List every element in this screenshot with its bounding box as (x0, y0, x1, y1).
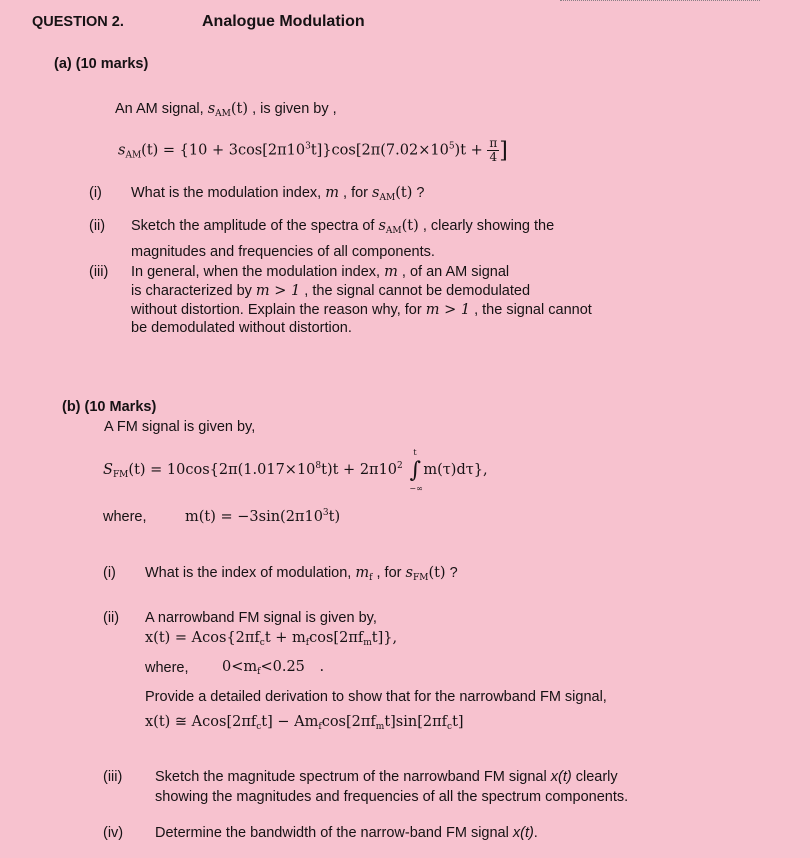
a-iii-l2-post: , the signal cannot be demodulated (304, 283, 531, 299)
eq2-s2: f (318, 722, 322, 732)
b-ii-eq2 (145, 714, 464, 732)
a-i-num: (i) (89, 185, 102, 201)
cond-s: f (257, 667, 261, 677)
b-ii-eq1 (145, 630, 397, 648)
eq2-d: t]sin[2πf (384, 714, 448, 730)
b-ii-line4: Provide a detailed derivation to show that for the narrowband FM signal, (145, 689, 607, 705)
b-ii-where-label: where, (145, 660, 189, 676)
b-where-label: where, (103, 509, 147, 525)
fm-eq-body: m(τ)dτ}, (423, 462, 488, 478)
signal-arg: (t) (230, 101, 249, 117)
eq1-s3: m (363, 638, 372, 648)
b-iv-num: (iv) (103, 825, 124, 841)
cond-a: 0<m (222, 659, 258, 675)
question-title: Analogue Modulation (202, 13, 365, 30)
intro-text-end: , is given by , (252, 101, 337, 117)
eq2-s4: c (447, 722, 453, 732)
b-iv-post: . (533, 825, 538, 841)
eq-lhs: (t) = {10 + 3cos[2π10 (141, 142, 306, 159)
b-i-sub: FM (412, 573, 429, 583)
b-iii-l1-post: clearly (575, 769, 618, 785)
b-iv-pre: Determine the bandwidth of the narrow-band FM signal (155, 825, 509, 841)
a-iii-l3-m: m > 1 (425, 302, 471, 318)
b-iv-x: x(t) (512, 825, 534, 841)
b-where-exp: 3 (322, 508, 329, 518)
part-a-heading: (a) (10 marks) (54, 56, 149, 72)
a-i-s: s (372, 185, 380, 201)
a-ii-text (131, 218, 554, 236)
a-i-sub: AM (379, 193, 396, 203)
a-i-pre: What is the modulation index, (131, 185, 322, 201)
a-iii-num: (iii) (89, 264, 109, 280)
eq2-e: t] (452, 714, 464, 730)
a-ii-num: (ii) (89, 218, 106, 234)
b-i-num: (i) (103, 565, 116, 581)
b-iii-num: (iii) (103, 769, 123, 785)
eq2-s1: c (256, 722, 262, 732)
eq-s: s (118, 142, 126, 159)
a-ii-s: s (378, 218, 386, 234)
b-where-lhs: m(t) = −3sin(2π10 (185, 509, 323, 525)
a-i-post: ? (416, 185, 425, 201)
eq-end: ] (499, 138, 508, 164)
b-i-msub: f (369, 573, 373, 583)
a-iii-l3-post: , the signal cannot (474, 302, 592, 318)
b-iii-l1-x: x(t) (550, 769, 572, 785)
scan-edge-mark (560, 0, 760, 4)
b-i-s: s (405, 565, 413, 581)
part-b-intro: A FM signal is given by, (104, 419, 256, 435)
part-b-heading: (b) (10 Marks) (62, 399, 157, 415)
integral-lower: −∞ (409, 484, 423, 493)
a-ii-arg: (t) (401, 218, 419, 234)
b-i-text (145, 565, 458, 583)
eq2-b: t] − Am (261, 714, 319, 730)
b-where-end: t) (328, 509, 341, 525)
cond-dot: . (319, 659, 325, 675)
eq1-b: t + m (264, 630, 306, 646)
a-iii-l1-m: m (384, 264, 398, 280)
fm-eq-s: S (103, 462, 113, 478)
a-iii-line3 (131, 302, 592, 318)
b-i-m: m (355, 565, 370, 581)
a-i-m: m (325, 185, 339, 201)
eq1-a: x(t) = Acos{2πf (145, 630, 260, 646)
a-iii-l2-m: m > 1 (255, 283, 301, 299)
b-i-pre: What is the index of modulation, (145, 565, 352, 581)
question-number: QUESTION 2. (32, 14, 124, 30)
fm-eq-mid1: t)t + 2π10 (321, 462, 398, 478)
a-iii-l3-pre: without distortion. Explain the reason why, for (131, 302, 422, 318)
frac-num: π (489, 136, 498, 150)
eq-exp2: 5 (448, 141, 455, 152)
a-i-arg: (t) (395, 185, 413, 201)
part-a-intro (115, 101, 337, 119)
a-iii-line4: be demodulated without distortion. (131, 320, 352, 336)
a-iii-line1 (131, 264, 509, 280)
eq2-c: cos[2πf (321, 714, 376, 730)
fm-eq-exp2: 2 (397, 461, 403, 471)
b-i-arg: (t) (428, 565, 446, 581)
eq-exp1: 3 (305, 141, 311, 152)
fm-eq-sub: FM (112, 470, 129, 480)
eq-sub: AM (125, 150, 142, 161)
cond-b: <0.25 (260, 659, 305, 675)
eq1-c: cos[2πf (309, 630, 364, 646)
a-ii-line2: magnitudes and frequencies of all components. (131, 244, 435, 260)
integral-upper: t (413, 448, 417, 457)
intro-text: An AM signal, (115, 101, 204, 117)
integral-sign (407, 448, 423, 493)
b-ii-line1: A narrowband FM signal is given by, (145, 610, 377, 626)
eq2-s3: m (375, 722, 385, 732)
a-iii-l2-pre: is characterized by (131, 283, 252, 299)
a-i-mid: , for (343, 185, 369, 201)
b-i-mid: , for (376, 565, 402, 581)
a-iii-l1-post: , of an AM signal (401, 264, 510, 280)
a-ii-post: , clearly showing the (422, 218, 555, 234)
eq-mid1: t]}cos[2π(7.02×10 (310, 142, 449, 159)
b-ii-where-cond (222, 659, 324, 677)
fm-eq-lhs: (t) = 10cos{2π(1.017×10 (128, 462, 316, 478)
eq1-s2: f (305, 638, 310, 648)
signal-subscript: AM (215, 109, 231, 119)
a-iii-l1-pre: In general, when the modulation index, (131, 264, 381, 280)
integral-symbol: ∫ (409, 458, 422, 483)
b-iii-line1 (155, 769, 618, 785)
fm-equation (103, 448, 488, 493)
a-i-text (131, 185, 424, 203)
a-ii-sub: AM (385, 226, 402, 236)
b-iii-l1-pre: Sketch the magnitude spectrum of the narrowband FM signal (155, 769, 547, 785)
b-i-post: ? (449, 565, 458, 581)
a-ii-pre: Sketch the amplitude of the spectra of (131, 218, 375, 234)
b-iv-text (155, 825, 538, 841)
fm-eq-exp1: 8 (315, 461, 322, 471)
eq-mid2: )t + (454, 142, 483, 159)
pi-over-4-fraction (487, 137, 499, 164)
signal-symbol: s (207, 101, 216, 117)
frac-den: 4 (489, 150, 498, 164)
a-iii-line2 (131, 283, 530, 299)
eq2-a: x(t) ≅ Acos[2πf (145, 714, 257, 730)
b-iii-line2: showing the magnitudes and frequencies of all the spectrum components. (155, 789, 629, 805)
eq1-d: t]}, (371, 630, 398, 646)
am-equation (118, 137, 508, 164)
eq1-s1: c (259, 638, 265, 648)
b-ii-num: (ii) (103, 610, 120, 626)
b-where-eq (185, 508, 340, 525)
